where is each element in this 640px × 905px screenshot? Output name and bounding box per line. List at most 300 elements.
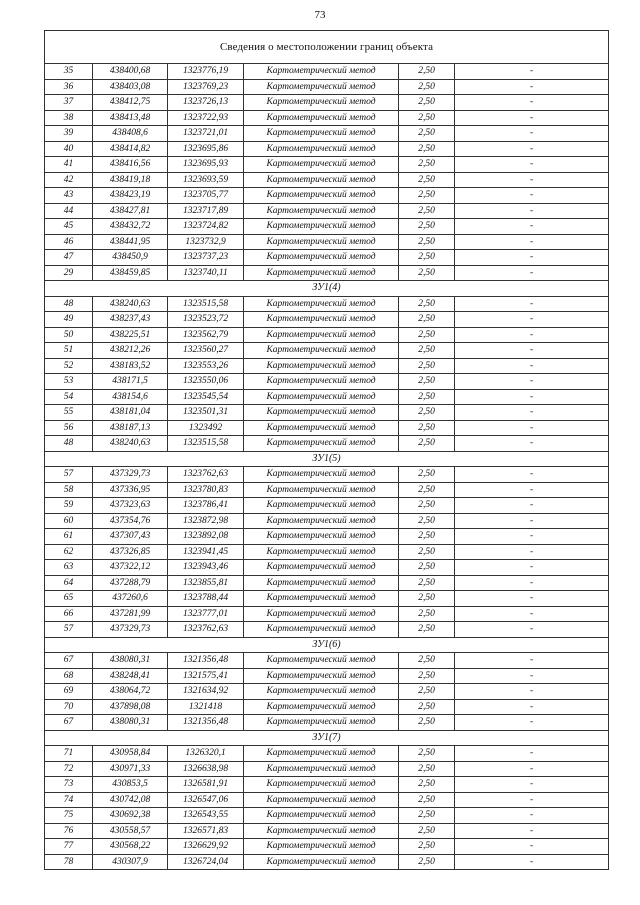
description-cell: -	[455, 188, 609, 204]
table-row	[45, 436, 609, 452]
description-cell: -	[455, 622, 609, 638]
point-number-cell: 70	[45, 699, 93, 715]
method-cell: Картометрический метод	[244, 854, 399, 870]
point-number-cell: 74	[45, 792, 93, 808]
accuracy-cell: 2,50	[399, 95, 455, 111]
x-coordinate-cell: 438459,85	[93, 265, 168, 281]
y-coordinate-cell: 1323777,01	[168, 606, 244, 622]
y-coordinate-cell: 1323941,45	[168, 544, 244, 560]
accuracy-cell: 2,50	[399, 467, 455, 483]
accuracy-cell: 2,50	[399, 110, 455, 126]
x-coordinate-cell: 437354,76	[93, 513, 168, 529]
description-cell: -	[455, 544, 609, 560]
y-coordinate-cell: 1323695,93	[168, 157, 244, 173]
accuracy-cell: 2,50	[399, 343, 455, 359]
x-coordinate-cell: 438187,13	[93, 420, 168, 436]
y-coordinate-cell: 1323515,58	[168, 296, 244, 312]
table-row	[45, 141, 609, 157]
y-coordinate-cell: 1321634,92	[168, 684, 244, 700]
point-number-cell: 67	[45, 653, 93, 669]
table-row	[45, 405, 609, 421]
description-cell: -	[455, 312, 609, 328]
point-number-cell: 54	[45, 389, 93, 405]
method-cell: Картометрический метод	[244, 529, 399, 545]
x-coordinate-cell: 438237,43	[93, 312, 168, 328]
method-cell: Картометрический метод	[244, 203, 399, 219]
description-cell: -	[455, 343, 609, 359]
method-cell: Картометрический метод	[244, 606, 399, 622]
y-coordinate-cell: 1323553,26	[168, 358, 244, 374]
point-number-cell: 64	[45, 575, 93, 591]
accuracy-cell: 2,50	[399, 141, 455, 157]
x-coordinate-cell: 430568,22	[93, 839, 168, 855]
description-cell: -	[455, 653, 609, 669]
x-coordinate-cell: 438248,41	[93, 668, 168, 684]
table-row	[45, 699, 609, 715]
table-row	[45, 684, 609, 700]
y-coordinate-cell: 1326724,04	[168, 854, 244, 870]
method-cell: Картометрический метод	[244, 64, 399, 80]
table-row	[45, 203, 609, 219]
point-number-cell: 73	[45, 777, 93, 793]
x-coordinate-cell: 438183,52	[93, 358, 168, 374]
y-coordinate-cell: 1323523,72	[168, 312, 244, 328]
table-row	[45, 839, 609, 855]
point-number-cell: 45	[45, 219, 93, 235]
method-cell: Картометрический метод	[244, 467, 399, 483]
accuracy-cell: 2,50	[399, 529, 455, 545]
y-coordinate-cell: 1323872,98	[168, 513, 244, 529]
x-coordinate-cell: 438240,63	[93, 296, 168, 312]
table-row	[45, 358, 609, 374]
group-label: ЗУ1(7)	[45, 730, 609, 746]
accuracy-cell: 2,50	[399, 792, 455, 808]
accuracy-cell: 2,50	[399, 839, 455, 855]
x-coordinate-cell: 430558,57	[93, 823, 168, 839]
point-number-cell: 43	[45, 188, 93, 204]
point-number-cell: 48	[45, 296, 93, 312]
group-header-row	[45, 637, 609, 653]
table-row	[45, 761, 609, 777]
point-number-cell: 41	[45, 157, 93, 173]
point-number-cell: 29	[45, 265, 93, 281]
y-coordinate-cell: 1321356,48	[168, 653, 244, 669]
description-cell: -	[455, 513, 609, 529]
y-coordinate-cell: 1326547,06	[168, 792, 244, 808]
accuracy-cell: 2,50	[399, 250, 455, 266]
table-row	[45, 312, 609, 328]
point-number-cell: 58	[45, 482, 93, 498]
description-cell: -	[455, 234, 609, 250]
table-row	[45, 188, 609, 204]
method-cell: Картометрический метод	[244, 436, 399, 452]
method-cell: Картометрический метод	[244, 684, 399, 700]
accuracy-cell: 2,50	[399, 374, 455, 390]
accuracy-cell: 2,50	[399, 64, 455, 80]
description-cell: -	[455, 482, 609, 498]
method-cell: Картометрический метод	[244, 808, 399, 824]
point-number-cell: 35	[45, 64, 93, 80]
x-coordinate-cell: 430958,84	[93, 746, 168, 762]
method-cell: Картометрический метод	[244, 668, 399, 684]
method-cell: Картометрический метод	[244, 265, 399, 281]
point-number-cell: 46	[45, 234, 93, 250]
accuracy-cell: 2,50	[399, 606, 455, 622]
x-coordinate-cell: 438441,95	[93, 234, 168, 250]
y-coordinate-cell: 1323721,01	[168, 126, 244, 142]
accuracy-cell: 2,50	[399, 358, 455, 374]
description-cell: -	[455, 95, 609, 111]
accuracy-cell: 2,50	[399, 715, 455, 731]
description-cell: -	[455, 420, 609, 436]
method-cell: Картометрический метод	[244, 575, 399, 591]
table-row	[45, 374, 609, 390]
accuracy-cell: 2,50	[399, 234, 455, 250]
method-cell: Картометрический метод	[244, 405, 399, 421]
x-coordinate-cell: 437322,12	[93, 560, 168, 576]
point-number-cell: 60	[45, 513, 93, 529]
point-number-cell: 78	[45, 854, 93, 870]
accuracy-cell: 2,50	[399, 854, 455, 870]
x-coordinate-cell: 438181,04	[93, 405, 168, 421]
method-cell: Картометрический метод	[244, 513, 399, 529]
table-row	[45, 420, 609, 436]
accuracy-cell: 2,50	[399, 808, 455, 824]
accuracy-cell: 2,50	[399, 126, 455, 142]
table-row	[45, 265, 609, 281]
y-coordinate-cell: 1323762,63	[168, 622, 244, 638]
table-row	[45, 622, 609, 638]
point-number-cell: 40	[45, 141, 93, 157]
x-coordinate-cell: 437307,43	[93, 529, 168, 545]
description-cell: -	[455, 126, 609, 142]
point-number-cell: 66	[45, 606, 93, 622]
x-coordinate-cell: 438403,08	[93, 79, 168, 95]
y-coordinate-cell: 1323780,83	[168, 482, 244, 498]
point-number-cell: 65	[45, 591, 93, 607]
x-coordinate-cell: 430742,08	[93, 792, 168, 808]
table-row	[45, 110, 609, 126]
point-number-cell: 56	[45, 420, 93, 436]
description-cell: -	[455, 157, 609, 173]
method-cell: Картометрический метод	[244, 312, 399, 328]
method-cell: Картометрический метод	[244, 374, 399, 390]
method-cell: Картометрический метод	[244, 823, 399, 839]
y-coordinate-cell: 1323892,08	[168, 529, 244, 545]
point-number-cell: 51	[45, 343, 93, 359]
table-row	[45, 79, 609, 95]
description-cell: -	[455, 854, 609, 870]
x-coordinate-cell: 438171,5	[93, 374, 168, 390]
y-coordinate-cell: 1323855,81	[168, 575, 244, 591]
point-number-cell: 55	[45, 405, 93, 421]
y-coordinate-cell: 1323722,93	[168, 110, 244, 126]
description-cell: -	[455, 436, 609, 452]
y-coordinate-cell: 1323562,79	[168, 327, 244, 343]
point-number-cell: 77	[45, 839, 93, 855]
point-number-cell: 69	[45, 684, 93, 700]
y-coordinate-cell: 1326638,98	[168, 761, 244, 777]
point-number-cell: 47	[45, 250, 93, 266]
point-number-cell: 61	[45, 529, 93, 545]
accuracy-cell: 2,50	[399, 436, 455, 452]
y-coordinate-cell: 1321575,41	[168, 668, 244, 684]
description-cell: -	[455, 296, 609, 312]
description-cell: -	[455, 374, 609, 390]
method-cell: Картометрический метод	[244, 250, 399, 266]
table-row	[45, 808, 609, 824]
x-coordinate-cell: 438080,31	[93, 715, 168, 731]
y-coordinate-cell: 1323788,44	[168, 591, 244, 607]
point-number-cell: 72	[45, 761, 93, 777]
table-row	[45, 513, 609, 529]
table-row	[45, 296, 609, 312]
method-cell: Картометрический метод	[244, 591, 399, 607]
point-number-cell: 48	[45, 436, 93, 452]
y-coordinate-cell: 1323769,23	[168, 79, 244, 95]
y-coordinate-cell: 1326581,91	[168, 777, 244, 793]
point-number-cell: 38	[45, 110, 93, 126]
y-coordinate-cell: 1323693,59	[168, 172, 244, 188]
accuracy-cell: 2,50	[399, 761, 455, 777]
x-coordinate-cell: 438064,72	[93, 684, 168, 700]
x-coordinate-cell: 438080,31	[93, 653, 168, 669]
method-cell: Картометрический метод	[244, 110, 399, 126]
method-cell: Картометрический метод	[244, 157, 399, 173]
description-cell: -	[455, 560, 609, 576]
method-cell: Картометрический метод	[244, 715, 399, 731]
point-number-cell: 53	[45, 374, 93, 390]
table-row	[45, 668, 609, 684]
description-cell: -	[455, 405, 609, 421]
table-row	[45, 250, 609, 266]
x-coordinate-cell: 437281,99	[93, 606, 168, 622]
point-number-cell: 68	[45, 668, 93, 684]
description-cell: -	[455, 141, 609, 157]
table-row	[45, 591, 609, 607]
description-cell: -	[455, 591, 609, 607]
table-row	[45, 606, 609, 622]
accuracy-cell: 2,50	[399, 312, 455, 328]
method-cell: Картометрический метод	[244, 79, 399, 95]
accuracy-cell: 2,50	[399, 560, 455, 576]
page-number: 73	[314, 9, 326, 21]
method-cell: Картометрический метод	[244, 234, 399, 250]
y-coordinate-cell: 1323726,13	[168, 95, 244, 111]
x-coordinate-cell: 437323,63	[93, 498, 168, 514]
x-coordinate-cell: 438413,48	[93, 110, 168, 126]
x-coordinate-cell: 437329,73	[93, 467, 168, 483]
group-header-row	[45, 281, 609, 297]
group-label: ЗУ1(5)	[45, 451, 609, 467]
method-cell: Картометрический метод	[244, 839, 399, 855]
y-coordinate-cell: 1323724,82	[168, 219, 244, 235]
point-number-cell: 57	[45, 467, 93, 483]
accuracy-cell: 2,50	[399, 389, 455, 405]
y-coordinate-cell: 1323776,19	[168, 64, 244, 80]
x-coordinate-cell: 438225,51	[93, 327, 168, 343]
point-number-cell: 49	[45, 312, 93, 328]
accuracy-cell: 2,50	[399, 544, 455, 560]
description-cell: -	[455, 761, 609, 777]
table-row	[45, 544, 609, 560]
description-cell: -	[455, 219, 609, 235]
table-row	[45, 575, 609, 591]
y-coordinate-cell: 1323545,54	[168, 389, 244, 405]
accuracy-cell: 2,50	[399, 498, 455, 514]
method-cell: Картометрический метод	[244, 792, 399, 808]
x-coordinate-cell: 437326,85	[93, 544, 168, 560]
y-coordinate-cell: 1323762,63	[168, 467, 244, 483]
y-coordinate-cell: 1323737,23	[168, 250, 244, 266]
description-cell: -	[455, 467, 609, 483]
table-row	[45, 777, 609, 793]
x-coordinate-cell: 438416,56	[93, 157, 168, 173]
y-coordinate-cell: 1323515,58	[168, 436, 244, 452]
table-row	[45, 529, 609, 545]
table-row	[45, 746, 609, 762]
point-number-cell: 37	[45, 95, 93, 111]
description-cell: -	[455, 839, 609, 855]
method-cell: Картометрический метод	[244, 777, 399, 793]
y-coordinate-cell: 1323786,41	[168, 498, 244, 514]
description-cell: -	[455, 715, 609, 731]
x-coordinate-cell: 438419,18	[93, 172, 168, 188]
y-coordinate-cell: 1323717,89	[168, 203, 244, 219]
description-cell: -	[455, 777, 609, 793]
y-coordinate-cell: 1323550,06	[168, 374, 244, 390]
y-coordinate-cell: 1323740,11	[168, 265, 244, 281]
y-coordinate-cell: 1326543,55	[168, 808, 244, 824]
description-cell: -	[455, 684, 609, 700]
accuracy-cell: 2,50	[399, 219, 455, 235]
table-row	[45, 498, 609, 514]
method-cell: Картометрический метод	[244, 95, 399, 111]
description-cell: -	[455, 389, 609, 405]
accuracy-cell: 2,50	[399, 327, 455, 343]
table-title: Сведения о местоположении границ объекта	[45, 31, 609, 64]
x-coordinate-cell: 438432,72	[93, 219, 168, 235]
point-number-cell: 44	[45, 203, 93, 219]
y-coordinate-cell: 1323732,9	[168, 234, 244, 250]
method-cell: Картометрический метод	[244, 482, 399, 498]
accuracy-cell: 2,50	[399, 746, 455, 762]
table-caption-row	[45, 31, 609, 64]
description-cell: -	[455, 250, 609, 266]
accuracy-cell: 2,50	[399, 188, 455, 204]
method-cell: Картометрический метод	[244, 622, 399, 638]
description-cell: -	[455, 327, 609, 343]
description-cell: -	[455, 699, 609, 715]
method-cell: Картометрический метод	[244, 358, 399, 374]
y-coordinate-cell: 1321418	[168, 699, 244, 715]
y-coordinate-cell: 1323492	[168, 420, 244, 436]
point-number-cell: 50	[45, 327, 93, 343]
accuracy-cell: 2,50	[399, 482, 455, 498]
description-cell: -	[455, 575, 609, 591]
x-coordinate-cell: 438414,82	[93, 141, 168, 157]
y-coordinate-cell: 1323560,27	[168, 343, 244, 359]
description-cell: -	[455, 808, 609, 824]
accuracy-cell: 2,50	[399, 591, 455, 607]
point-number-cell: 76	[45, 823, 93, 839]
method-cell: Картометрический метод	[244, 296, 399, 312]
x-coordinate-cell: 438423,19	[93, 188, 168, 204]
accuracy-cell: 2,50	[399, 668, 455, 684]
point-number-cell: 42	[45, 172, 93, 188]
point-number-cell: 63	[45, 560, 93, 576]
description-cell: -	[455, 265, 609, 281]
method-cell: Картометрический метод	[244, 560, 399, 576]
method-cell: Картометрический метод	[244, 544, 399, 560]
point-number-cell: 75	[45, 808, 93, 824]
method-cell: Картометрический метод	[244, 327, 399, 343]
method-cell: Картометрический метод	[244, 746, 399, 762]
description-cell: -	[455, 746, 609, 762]
x-coordinate-cell: 438450,9	[93, 250, 168, 266]
accuracy-cell: 2,50	[399, 575, 455, 591]
method-cell: Картометрический метод	[244, 420, 399, 436]
table-row	[45, 64, 609, 80]
description-cell: -	[455, 792, 609, 808]
accuracy-cell: 2,50	[399, 513, 455, 529]
accuracy-cell: 2,50	[399, 684, 455, 700]
method-cell: Картометрический метод	[244, 699, 399, 715]
method-cell: Картометрический метод	[244, 141, 399, 157]
description-cell: -	[455, 79, 609, 95]
description-cell: -	[455, 498, 609, 514]
point-number-cell: 62	[45, 544, 93, 560]
accuracy-cell: 2,50	[399, 172, 455, 188]
x-coordinate-cell: 437329,73	[93, 622, 168, 638]
group-header-row	[45, 451, 609, 467]
accuracy-cell: 2,50	[399, 79, 455, 95]
accuracy-cell: 2,50	[399, 203, 455, 219]
description-cell: -	[455, 172, 609, 188]
point-number-cell: 36	[45, 79, 93, 95]
x-coordinate-cell: 438240,63	[93, 436, 168, 452]
x-coordinate-cell: 437336,95	[93, 482, 168, 498]
group-label: ЗУ1(6)	[45, 637, 609, 653]
accuracy-cell: 2,50	[399, 157, 455, 173]
method-cell: Картометрический метод	[244, 761, 399, 777]
x-coordinate-cell: 438400,68	[93, 64, 168, 80]
table-row	[45, 234, 609, 250]
x-coordinate-cell: 430853,5	[93, 777, 168, 793]
x-coordinate-cell: 438212,26	[93, 343, 168, 359]
accuracy-cell: 2,50	[399, 699, 455, 715]
table-row	[45, 560, 609, 576]
description-cell: -	[455, 358, 609, 374]
accuracy-cell: 2,50	[399, 777, 455, 793]
method-cell: Картометрический метод	[244, 172, 399, 188]
x-coordinate-cell: 437260,6	[93, 591, 168, 607]
method-cell: Картометрический метод	[244, 498, 399, 514]
table-row	[45, 327, 609, 343]
accuracy-cell: 2,50	[399, 405, 455, 421]
x-coordinate-cell: 430971,33	[93, 761, 168, 777]
x-coordinate-cell: 430692,38	[93, 808, 168, 824]
table-row	[45, 343, 609, 359]
y-coordinate-cell: 1326629,92	[168, 839, 244, 855]
y-coordinate-cell: 1323943,46	[168, 560, 244, 576]
method-cell: Картометрический метод	[244, 126, 399, 142]
group-label: ЗУ1(4)	[45, 281, 609, 297]
point-number-cell: 39	[45, 126, 93, 142]
description-cell: -	[455, 529, 609, 545]
accuracy-cell: 2,50	[399, 653, 455, 669]
table-row	[45, 126, 609, 142]
